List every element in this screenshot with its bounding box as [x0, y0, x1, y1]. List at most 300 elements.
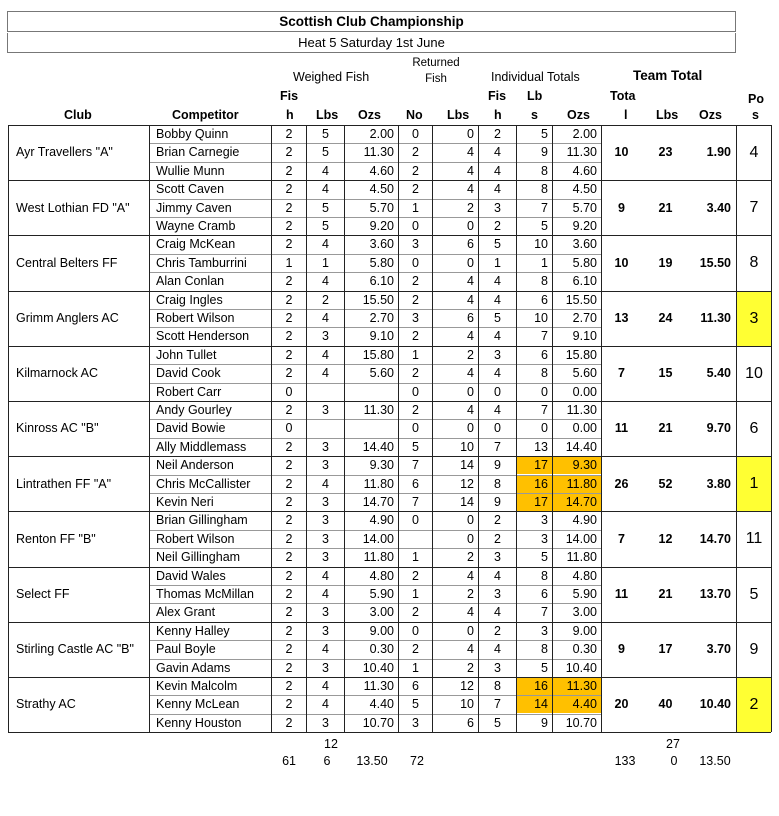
team-total: 9: [618, 201, 625, 215]
cell-il: 14: [517, 696, 552, 713]
cell-lbs: 4: [322, 182, 329, 196]
cell-io: 6.10: [572, 274, 597, 288]
cell-io: 11.30: [566, 403, 597, 417]
cell-no: 2: [412, 403, 419, 417]
cell-if: 4: [494, 145, 501, 159]
cell-no: 1: [412, 661, 419, 675]
team-ozs: 3.70: [706, 642, 731, 656]
cell-rlbs: 4: [467, 569, 474, 583]
cell-io: 9.10: [572, 329, 597, 343]
cell-ozs: 11.80: [363, 477, 394, 491]
cell-lbs: 4: [322, 348, 329, 362]
competitor-name: Kevin Malcolm: [156, 679, 238, 693]
cell-fish: 2: [285, 513, 293, 527]
footer-team-total: 133: [614, 754, 636, 768]
team-position: 4: [749, 144, 759, 161]
column-divider: [478, 125, 479, 732]
cell-rlbs: 4: [467, 182, 474, 196]
cell-rlbs: 0: [467, 127, 474, 141]
cell-ozs: 14.00: [362, 532, 394, 546]
header-returned-fish-1: Returned: [412, 57, 460, 69]
cell-fish: 2: [285, 624, 293, 638]
cell-rlbs: 0: [467, 256, 474, 270]
header-team-ozs: Ozs: [699, 108, 722, 122]
cell-ozs: 9.30: [369, 458, 394, 472]
team-total: 11: [614, 587, 629, 601]
cell-if: 5: [494, 716, 501, 730]
cell-io: 14.70: [553, 494, 601, 511]
cell-lbs: 3: [322, 716, 329, 730]
team-lbs: 24: [658, 311, 673, 325]
cell-io: 2.00: [572, 127, 597, 141]
cell-ozs: 5.80: [369, 256, 394, 270]
header-individual-totals: Individual Totals: [491, 70, 580, 84]
cell-lbs: 3: [322, 532, 329, 546]
cell-rlbs: 4: [467, 293, 474, 307]
cell-io: 11.30: [566, 145, 597, 159]
cell-il: 5: [541, 219, 548, 233]
header-ind-fish-1: Fis: [488, 89, 507, 103]
cell-no: 5: [412, 697, 419, 711]
club-name: Stirling Castle AC "B": [16, 642, 134, 656]
cell-fish: 2: [285, 219, 293, 233]
cell-if: 7: [494, 440, 501, 454]
cell-io: 4.40: [553, 696, 601, 713]
cell-rlbs: 0: [467, 385, 474, 399]
cell-if: 4: [494, 605, 501, 619]
cell-io: 0.00: [572, 421, 597, 435]
cell-if: 2: [494, 513, 501, 527]
cell-ozs: 5.90: [369, 587, 394, 601]
cell-il: 10: [534, 237, 548, 251]
cell-rlbs: 2: [467, 587, 474, 601]
column-divider: [306, 125, 307, 732]
team-total: 26: [614, 477, 629, 491]
cell-no: 1: [412, 587, 419, 601]
cell-il: 16: [517, 476, 552, 493]
competitor-name: Kevin Neri: [156, 495, 214, 509]
cell-ozs: 4.80: [369, 569, 394, 583]
footer-no: 72: [410, 754, 424, 768]
competitor-name: Craig Ingles: [156, 293, 223, 307]
cell-io: 5.70: [572, 201, 597, 215]
cell-if: 4: [494, 329, 501, 343]
cell-if: 2: [494, 624, 501, 638]
cell-rlbs: 4: [467, 366, 474, 380]
team-ozs: 3.40: [706, 201, 731, 215]
cell-io: 14.40: [565, 440, 597, 454]
cell-fish: 2: [285, 477, 293, 491]
cell-fish: 2: [285, 127, 293, 141]
cell-if: 4: [494, 403, 501, 417]
cell-if: 3: [494, 587, 501, 601]
cell-rlbs: 10: [460, 697, 474, 711]
cell-no: 2: [412, 569, 419, 583]
cell-rlbs: 6: [467, 237, 474, 251]
competitor-name: Robert Wilson: [156, 311, 235, 325]
competitor-name: Gavin Adams: [156, 661, 231, 675]
cell-fish: 2: [285, 661, 293, 675]
cell-ozs: 11.30: [363, 679, 394, 693]
cell-io: 5.80: [572, 256, 597, 270]
club-name: Kinross AC "B": [16, 421, 99, 435]
cell-fish: 2: [285, 329, 293, 343]
header-pos-2: s: [752, 108, 759, 122]
cell-il: 10: [534, 311, 548, 325]
cell-lbs: 4: [322, 569, 329, 583]
cell-io: 4.50: [572, 182, 597, 196]
cell-fish: 2: [285, 237, 293, 251]
header-returned-fish-2: Fish: [425, 73, 447, 85]
cell-fish: 2: [285, 697, 293, 711]
header-pos-1: Po: [748, 92, 764, 106]
cell-io: 5.60: [572, 366, 597, 380]
cell-rlbs: 2: [467, 201, 474, 215]
cell-rlbs: 2: [467, 348, 474, 362]
cell-il: 0: [541, 385, 548, 399]
cell-io: 15.80: [565, 348, 597, 362]
cell-no: 6: [412, 477, 419, 491]
column-divider: [552, 125, 553, 732]
cell-no: 1: [412, 201, 419, 215]
header-competitor: Competitor: [172, 108, 239, 122]
cell-ozs: 9.00: [369, 624, 394, 638]
header-lbs: Lbs: [316, 108, 339, 122]
cell-no: 0: [412, 256, 419, 270]
cell-il: 13: [534, 440, 548, 454]
cell-ozs: 10.70: [362, 716, 394, 730]
competitor-name: Brian Carnegie: [156, 145, 240, 159]
cell-lbs: 3: [322, 329, 329, 343]
cell-lbs: 4: [322, 642, 329, 656]
competitor-name: Robert Carr: [156, 385, 222, 399]
cell-fish: 0: [285, 421, 293, 435]
cell-fish: 2: [285, 164, 293, 178]
cell-io: 10.40: [565, 661, 597, 675]
cell-lbs: 5: [322, 201, 329, 215]
competitor-name: Chris Tamburrini: [156, 256, 247, 270]
competitor-name: Craig McKean: [156, 237, 236, 251]
cell-ozs: 4.40: [369, 697, 394, 711]
footer-lbs: 6: [323, 754, 331, 768]
team-position: 1: [737, 457, 771, 511]
cell-fish: 2: [285, 348, 293, 362]
cell-rlbs: 14: [460, 458, 474, 472]
competitor-name: Scott Henderson: [156, 329, 250, 343]
competitor-name: John Tullet: [156, 348, 217, 362]
cell-io: 9.00: [572, 624, 597, 638]
team-lbs: 12: [658, 532, 673, 546]
cell-no: 3: [412, 237, 419, 251]
cell-rlbs: 0: [467, 532, 474, 546]
footer-team-ozs: 13.50: [699, 754, 731, 768]
cell-io: 11.80: [553, 476, 601, 493]
cell-lbs: 3: [322, 624, 329, 638]
cell-if: 3: [494, 550, 501, 564]
header-ind-ozs: Ozs: [567, 108, 590, 122]
cell-fish: 2: [285, 145, 293, 159]
cell-ozs: 3.60: [369, 237, 394, 251]
cell-if: 3: [494, 201, 501, 215]
team-lbs: 21: [658, 421, 673, 435]
cell-no: 2: [412, 182, 419, 196]
cell-lbs: 3: [322, 550, 329, 564]
cell-rlbs: 2: [467, 661, 474, 675]
club-name: Strathy AC: [16, 697, 76, 711]
cell-il: 3: [541, 624, 548, 638]
header-ind-fish-2: h: [494, 108, 502, 122]
competitor-name: Alex Grant: [156, 605, 216, 619]
column-divider: [601, 125, 602, 732]
team-lbs: 21: [658, 201, 673, 215]
cell-lbs: 2: [322, 293, 329, 307]
team-ozs: 14.70: [699, 532, 731, 546]
cell-il: 5: [541, 127, 548, 141]
competitor-name: Bobby Quinn: [156, 127, 229, 141]
cell-if: 0: [494, 421, 501, 435]
cell-il: 8: [541, 642, 548, 656]
competitor-name: Brian Gillingham: [156, 513, 248, 527]
cell-ozs: 6.10: [369, 274, 394, 288]
cell-lbs: 4: [322, 477, 329, 491]
cell-rlbs: 4: [467, 642, 474, 656]
column-divider: [771, 125, 772, 732]
cell-lbs: 5: [322, 145, 329, 159]
cell-fish: 2: [285, 605, 293, 619]
cell-io: 4.60: [572, 164, 597, 178]
cell-if: 2: [494, 532, 501, 546]
cell-rlbs: 6: [467, 311, 474, 325]
cell-rlbs: 10: [460, 440, 474, 454]
competitor-name: David Wales: [156, 569, 226, 583]
team-total: 7: [618, 366, 625, 380]
cell-if: 4: [494, 274, 501, 288]
cell-fish: 2: [285, 293, 293, 307]
team-position: 6: [749, 420, 759, 437]
cell-if: 0: [494, 385, 501, 399]
club-name: Renton FF "B": [16, 532, 96, 546]
cell-no: 2: [412, 642, 419, 656]
team-position: 2: [737, 678, 771, 732]
cell-no: 2: [412, 274, 419, 288]
cell-if: 4: [494, 293, 501, 307]
cell-il: 8: [541, 164, 548, 178]
header-team-total-1: Tota: [610, 89, 636, 103]
header-team-lbs: Lbs: [656, 108, 679, 122]
cell-ozs: 4.90: [369, 513, 394, 527]
cell-il: 8: [541, 182, 548, 196]
cell-if: 4: [494, 182, 501, 196]
page-title: Scottish Club Championship: [7, 11, 736, 32]
cell-if: 2: [494, 127, 501, 141]
cell-io: 2.70: [572, 311, 597, 325]
club-name: West Lothian FD "A": [16, 201, 130, 215]
cell-il: 0: [541, 421, 548, 435]
cell-if: 4: [494, 366, 501, 380]
team-ozs: 15.50: [699, 256, 731, 270]
cell-lbs: 4: [322, 311, 329, 325]
team-lbs: 40: [658, 697, 673, 711]
cell-rlbs: 4: [467, 605, 474, 619]
cell-rlbs: 14: [460, 495, 474, 509]
team-total: 20: [614, 697, 629, 711]
cell-rlbs: 6: [467, 716, 474, 730]
cell-lbs: 4: [322, 679, 329, 693]
cell-lbs: 4: [322, 366, 329, 380]
competitor-name: David Cook: [156, 366, 221, 380]
cell-io: 4.80: [572, 569, 597, 583]
header-ind-lbs-2: s: [531, 108, 538, 122]
cell-rlbs: 2: [467, 550, 474, 564]
header-ozs: Ozs: [358, 108, 381, 122]
cell-io: 5.90: [572, 587, 597, 601]
cell-io: 9.20: [572, 219, 597, 233]
cell-ozs: 9.20: [369, 219, 394, 233]
header-team-total: Team Total: [633, 68, 703, 83]
cell-fish: 2: [285, 366, 293, 380]
team-ozs: 9.70: [706, 421, 731, 435]
cell-io: 3.60: [572, 237, 597, 251]
cell-no: 2: [412, 605, 419, 619]
cell-ozs: 15.50: [362, 293, 394, 307]
cell-if: 1: [494, 256, 501, 270]
team-total: 7: [618, 532, 625, 546]
cell-no: 1: [412, 348, 419, 362]
cell-lbs: 3: [322, 605, 329, 619]
column-divider: [432, 125, 433, 732]
cell-if: 4: [494, 569, 501, 583]
cell-fish: 2: [285, 716, 293, 730]
competitor-name: Robert Wilson: [156, 532, 235, 546]
cell-fish: 2: [285, 532, 293, 546]
cell-no: [399, 531, 432, 548]
cell-fish: 2: [285, 642, 293, 656]
cell-lbs: 5: [322, 127, 329, 141]
cell-lbs: 4: [322, 274, 329, 288]
cell-ozs: 5.60: [369, 366, 394, 380]
cell-lbs: 4: [322, 164, 329, 178]
cell-ozs: 2.00: [369, 127, 394, 141]
cell-lbs: 4: [322, 237, 329, 251]
team-ozs: 13.70: [699, 587, 731, 601]
cell-io: 14.00: [565, 532, 597, 546]
cell-no: 0: [412, 127, 419, 141]
cell-il: 1: [541, 256, 548, 270]
cell-il: 8: [541, 366, 548, 380]
cell-lbs: 3: [322, 440, 329, 454]
cell-no: 5: [412, 440, 419, 454]
cell-ozs: 4.60: [369, 164, 394, 178]
header-club: Club: [64, 108, 92, 122]
column-divider: [8, 125, 9, 732]
cell-if: 8: [494, 477, 501, 491]
cell-il: 7: [541, 201, 548, 215]
header-fish-1: Fis: [280, 89, 299, 103]
team-position: 8: [749, 254, 759, 271]
cell-if: 2: [494, 219, 501, 233]
column-divider: [344, 125, 345, 732]
cell-il: 3: [541, 513, 548, 527]
cell-rlbs: 4: [467, 145, 474, 159]
cell-lbs: 3: [322, 458, 329, 472]
cell-io: 11.30: [553, 678, 601, 695]
cell-io: 4.90: [572, 513, 597, 527]
team-lbs: 17: [658, 642, 673, 656]
cell-io: 10.70: [565, 716, 597, 730]
team-total: 9: [618, 642, 625, 656]
cell-no: 1: [412, 550, 419, 564]
competitor-name: Scott Caven: [156, 182, 225, 196]
cell-fish: 2: [285, 403, 293, 417]
cell-il: 7: [541, 329, 548, 343]
cell-no: 6: [412, 679, 419, 693]
header-ind-lbs-1: Lb: [527, 89, 543, 103]
footer-fish: 61: [282, 754, 296, 768]
competitor-name: Kenny Halley: [156, 624, 230, 638]
cell-il: 7: [541, 403, 548, 417]
cell-il: 8: [541, 274, 548, 288]
team-position: 3: [737, 292, 771, 346]
cell-no: 2: [412, 164, 419, 178]
team-lbs: 19: [658, 256, 673, 270]
cell-il: 6: [541, 587, 548, 601]
cell-if: 4: [494, 642, 501, 656]
cell-il: 5: [541, 661, 548, 675]
cell-rlbs: 4: [467, 274, 474, 288]
team-total: 10: [614, 256, 629, 270]
cell-ozs: 14.40: [362, 440, 394, 454]
header-no: No: [406, 108, 423, 122]
team-total: 11: [614, 421, 629, 435]
cell-il: 6: [541, 293, 548, 307]
cell-ozs: 5.70: [369, 201, 394, 215]
cell-il: 3: [541, 532, 548, 546]
cell-ozs: 11.80: [363, 550, 394, 564]
team-ozs: 5.40: [706, 366, 731, 380]
cell-il: 16: [517, 678, 552, 695]
footer-ozs: 13.50: [356, 754, 388, 768]
cell-fish: 0: [285, 385, 293, 399]
club-name: Lintrathen FF "A": [16, 477, 112, 491]
column-divider: [736, 125, 737, 732]
cell-lbs: 1: [322, 256, 329, 270]
cell-no: 0: [412, 421, 419, 435]
team-lbs: 21: [658, 587, 673, 601]
competitor-name: Neil Gillingham: [156, 550, 241, 564]
cell-if: 4: [494, 164, 501, 178]
club-name: Ayr Travellers "A": [16, 145, 113, 159]
cell-if: 3: [494, 348, 501, 362]
cell-il: 8: [541, 569, 548, 583]
cell-if: 7: [494, 697, 501, 711]
competitor-name: Kenny McLean: [156, 697, 240, 711]
cell-rlbs: 4: [467, 329, 474, 343]
page-subtitle: Heat 5 Saturday 1st June: [7, 33, 736, 53]
club-name: Grimm Anglers AC: [16, 311, 119, 325]
footer-lbs-raw: 12: [324, 737, 338, 751]
cell-rlbs: 0: [467, 421, 474, 435]
cell-rlbs: 12: [460, 679, 474, 693]
cell-no: 3: [412, 311, 419, 325]
cell-fish: 2: [285, 587, 293, 601]
team-ozs: 11.30: [700, 311, 731, 325]
cell-rlbs: 4: [467, 403, 474, 417]
column-divider: [149, 125, 150, 732]
cell-ozs: 14.70: [362, 495, 394, 509]
cell-il: 6: [541, 348, 548, 362]
cell-fish: 2: [285, 182, 293, 196]
team-position: 9: [749, 641, 759, 658]
